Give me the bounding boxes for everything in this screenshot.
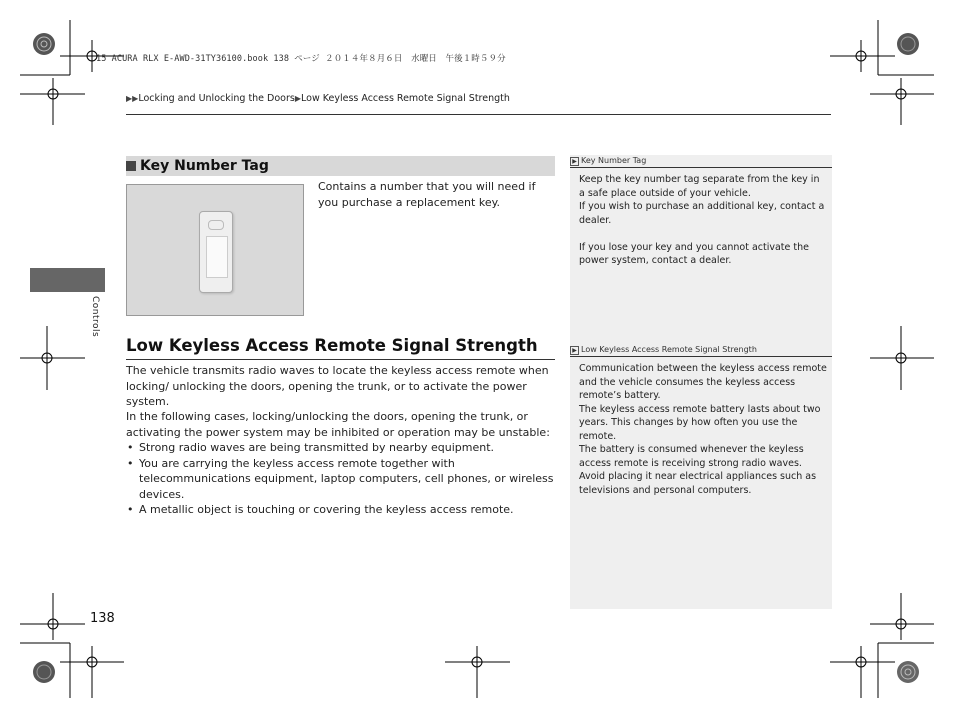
double-arrow-icon: ▶▶ [126,94,139,103]
note-heading-text: Key Number Tag [581,156,647,165]
side-tab-controls[interactable] [30,268,105,292]
list-item: • You are carrying the keyless access remote together with telecommunications equipment, laptop computers, cell phones, or wireless devices. [126,456,556,503]
crop-mark-top-right [830,20,934,125]
note-heading-text: Low Keyless Access Remote Signal Strength [581,345,757,354]
note-heading-key-number-tag [570,156,832,168]
crop-mark-top-left [20,20,124,125]
arrow-icon: ▶ [294,94,302,103]
list-item: • Strong radio waves are being transmitted by nearby equipment. [126,440,556,456]
key-tag-description: Contains a number that you will need if you purchase a replacement key. [318,180,536,209]
crop-mark-bottom-center [445,646,510,698]
note-arrow-icon: ▶ [570,346,579,355]
square-bullet-icon [126,161,136,171]
note-arrow-icon: ▶ [570,157,579,166]
side-tab-label: Controls [90,296,100,338]
page-number: 138 [90,611,115,626]
breadcrumb-divider [126,114,831,115]
key-tag-icon [199,211,233,293]
page-title: Low Keyless Access Remote Signal Strength [126,336,538,355]
key-tag-photo [126,184,304,316]
crop-mark-mid-right [870,326,934,390]
note-body-signal-strength [579,362,827,497]
note-paragraph: If you lose your key and you cannot activate the power system, contact a dealer. [579,241,809,266]
list-item: • A metallic object is touching or covering the keyless access remote. [126,502,556,518]
note-body-key-number-tag [579,173,827,268]
crop-mark-mid-left [20,326,85,390]
bullet-list [126,440,556,518]
note-heading-signal-strength [570,345,832,357]
regmark-target-bottom-right [897,661,919,683]
crop-mark-bottom-right [830,593,934,698]
file-header: 15 ACURA RLX E-AWD-31TY36100.book 138 ページ ２０１４年８月６日 水曜日 午後１時５９分 [96,54,506,64]
body-paragraph: The vehicle transmits radio waves to locate the keyless access remote when locking/ unlocking the doors, opening the trunk, or to activate the power system. [126,364,549,408]
regmark-target-top-left [33,33,55,55]
section-heading-text: Key Number Tag [140,158,269,174]
note-paragraph: If you wish to purchase an additional key, contact a dealer. [579,201,825,226]
breadcrumb-item-locking[interactable]: Locking and Unlocking the Doors [138,93,295,104]
note-paragraph: The keyless access remote battery lasts about two years. This changes by how often you use the remote. [579,403,821,442]
section-heading-key-number-tag [126,156,555,176]
breadcrumb [126,93,510,104]
regmark-target-bottom-left [33,661,55,683]
breadcrumb-item-current: Low Keyless Access Remote Signal Strength [301,93,510,104]
body-paragraph: In the following cases, locking/unlocking the doors, opening the trunk, or activating the power system may be inhibited or operation may be unstable: [126,410,550,439]
note-paragraph: Communication between the keyless access remote and the vehicle consumes the keyless access remote’s battery. [579,363,827,401]
note-paragraph: The battery is consumed whenever the keyless access remote is receiving strong radio waves. Avoid placing it near electrical appliances such as televisions and personal computers. [579,444,817,496]
crop-mark-bottom-left [20,593,124,698]
heading-divider [126,359,555,360]
regmark-target-top-right [897,33,919,55]
note-paragraph: Keep the key number tag separate from the key in a safe place outside of your vehicle. [579,174,820,199]
